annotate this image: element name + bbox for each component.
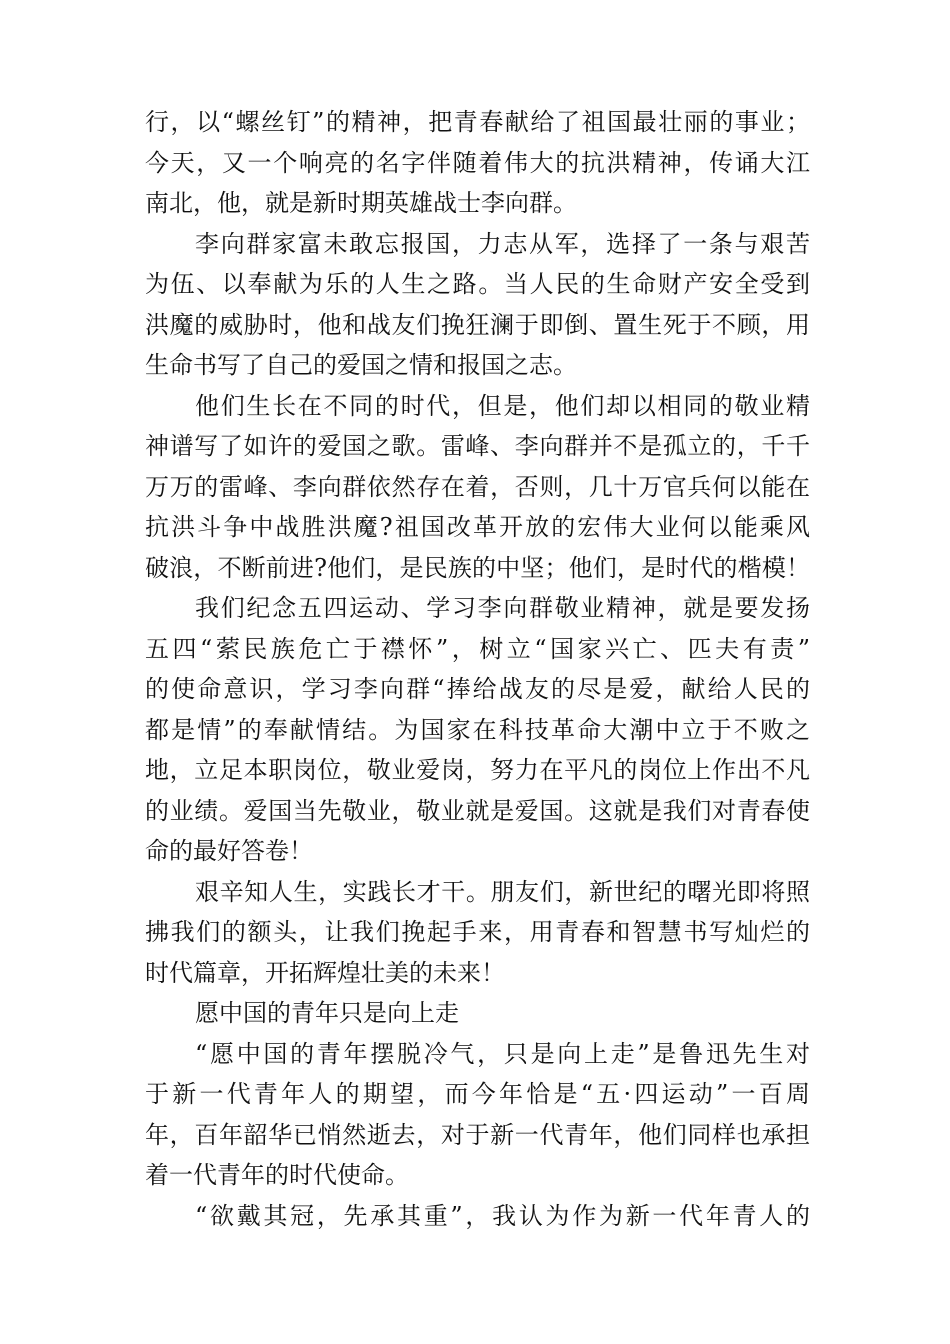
paragraph-first-line: “愿中国的青年摆脱冷气，只是向上走”是鲁迅先生对 — [195, 1039, 810, 1068]
paragraph-first-line: 我们纪念五四运动、学习李向群敬业精神，就是要发扬 — [195, 594, 810, 622]
text-line: 破浪，不断前进?他们，是民族的中坚；他们，是时代的楷模！ — [145, 553, 810, 582]
text-line: 的业绩。爱国当先敬业，敬业就是爱国。这就是我们对青春使 — [145, 796, 810, 825]
text-line: 时代篇章，开拓辉煌壮美的未来！ — [145, 958, 505, 987]
text-line: 生命书写了自己的爱国之情和报国之志。 — [145, 351, 577, 379]
paragraph-first-line: 艰辛知人生，实践长才干。朋友们，新世纪的曙光即将照 — [195, 877, 810, 906]
text-line: 南北，他，就是新时期英雄战士李向群。 — [145, 189, 577, 217]
body-text — [145, 102, 810, 1236]
section-heading: 愿中国的青年只是向上走 — [195, 999, 459, 1027]
text-line: 地，立足本职岗位，敬业爱岗，努力在平凡的岗位上作出不凡 — [145, 756, 810, 784]
text-line: 抗洪斗争中战胜洪魔?祖国改革开放的宏伟大业何以能乘风 — [145, 513, 810, 541]
text-line: 行，以“螺丝钉”的精神，把青春献给了祖国最壮丽的事业； — [145, 108, 810, 136]
paragraph-first-line: “欲戴其冠，先承其重”，我认为作为新一代年青人的 — [195, 1201, 810, 1230]
paragraph-first-line: 他们生长在不同的时代，但是，他们却以相同的敬业精 — [195, 391, 810, 420]
text-line: 年，百年韶华已悄然逝去，对于新一代青年，他们同样也承担 — [145, 1120, 810, 1149]
text-line: 着一代青年的时代使命。 — [145, 1161, 409, 1189]
paragraph-first-line: 李向群家富未敢忘报国，力志从军，选择了一条与艰苦 — [195, 229, 810, 258]
text-line: 于新一代青年人的期望，而今年恰是“五·四运动”一百周 — [145, 1080, 810, 1108]
text-line: 万万的雷峰、李向群依然存在着，否则，几十万官兵何以能在 — [145, 472, 810, 501]
text-line: 为伍、以奉献为乐的人生之路。当人民的生命财产安全受到 — [145, 270, 810, 298]
text-line: 拂我们的额头，让我们挽起手来，用青春和智慧书写灿烂的 — [145, 918, 810, 946]
text-line: 的使命意识，学习李向群“捧给战友的尽是爱，献给人民的 — [145, 675, 810, 703]
text-line: 洪魔的威胁时，他和战友们挽狂澜于即倒、置生死于不顾，用 — [145, 310, 810, 339]
text-line: 命的最好答卷！ — [145, 837, 313, 865]
text-line: 神谱写了如许的爱国之歌。雷峰、李向群并不是孤立的，千千 — [145, 432, 810, 460]
text-line: 五四“萦民族危亡于襟怀”，树立“国家兴亡、匹夫有责” — [145, 634, 810, 663]
text-line: 今天，又一个响亮的名字伴随着伟大的抗洪精神，传诵大江 — [145, 148, 810, 177]
text-line: 都是情”的奉献情结。为国家在科技革命大潮中立于不败之 — [145, 715, 810, 744]
